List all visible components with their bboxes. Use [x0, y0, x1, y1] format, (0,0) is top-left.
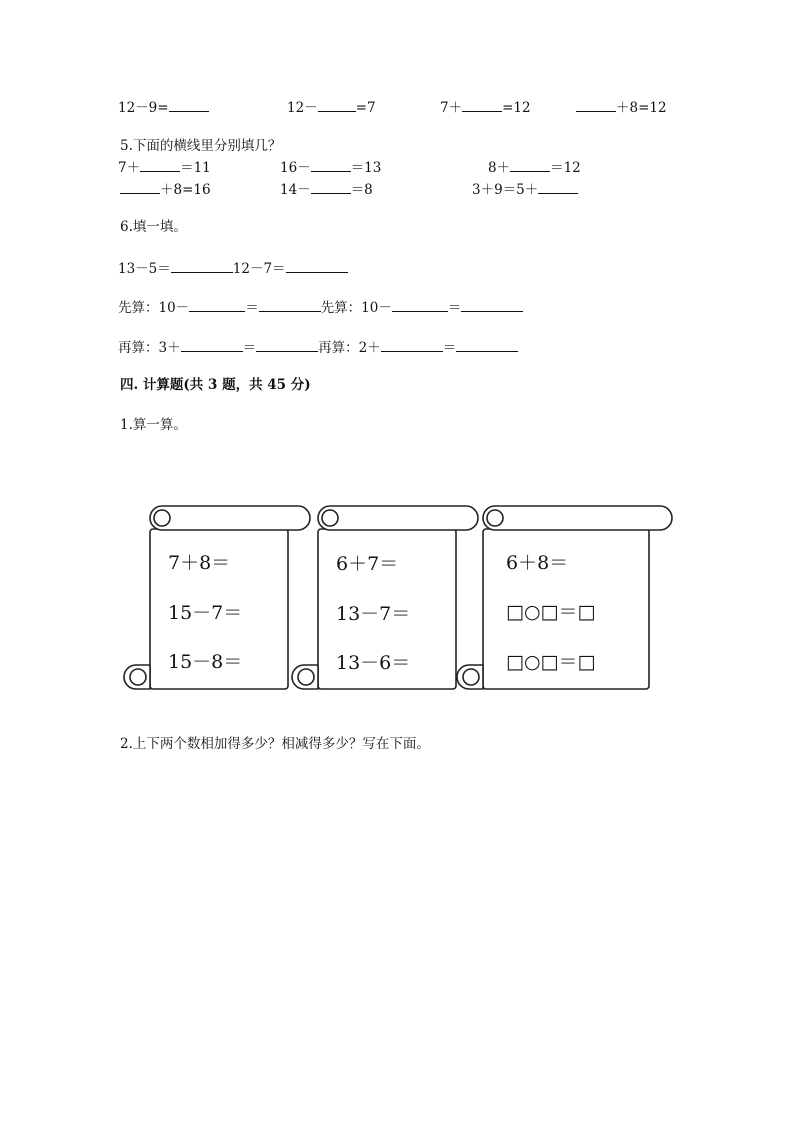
- equation-text: ＝11: [180, 160, 211, 176]
- step-label: 再算：3＋: [118, 340, 181, 356]
- equation-text: 7＋: [118, 160, 141, 176]
- equation-text: =12: [502, 100, 531, 116]
- scroll-1-line-3: 15－8＝: [168, 651, 243, 673]
- step-label: 先算：10－: [118, 300, 190, 316]
- equation-text: 7＋: [440, 100, 463, 116]
- step-label: 先算：10－: [320, 300, 392, 316]
- equation-text: 12－: [287, 100, 318, 116]
- scroll-3-line-2: □○□＝□: [506, 601, 596, 623]
- equation-text: 8＋: [488, 160, 511, 176]
- equation-text: 16－: [280, 160, 311, 176]
- question-6-title: 6.填一填。: [120, 219, 187, 235]
- question-5-title: 5.下面的横线里分别填几？: [120, 138, 282, 154]
- equals-sign: ＝: [447, 300, 462, 316]
- equals-sign: ＝: [245, 300, 259, 316]
- equation-text: 13－5＝: [118, 261, 171, 277]
- scroll-1-line-2: 15－7＝: [168, 602, 243, 624]
- scroll-2-line-3: 13－6＝: [336, 652, 411, 674]
- section-4-heading: 四. 计算题(共 3 题，共 45 分): [120, 377, 311, 393]
- equation-text: =7: [355, 100, 376, 116]
- equation-text: 14－: [280, 182, 311, 198]
- equation-text: ＝8: [350, 182, 373, 198]
- equation-text: ＝12: [550, 160, 581, 176]
- equals-sign: ＝: [242, 340, 257, 356]
- step-label: 再算：2＋: [318, 340, 381, 356]
- equation-text: ＝13: [350, 160, 382, 176]
- question-2-title: 2.上下两个数相加得多少？相减得多少？写在下面。: [120, 736, 430, 752]
- scroll-2-line-2: 13－7＝: [336, 603, 411, 625]
- question-1-title: 1.算一算。: [120, 417, 187, 433]
- equation-text: ＋8=12: [616, 100, 667, 116]
- equation-text: 3＋9＝5＋: [472, 182, 539, 198]
- equation-text: ＋8=16: [160, 182, 211, 198]
- equals-sign: ＝: [442, 340, 457, 356]
- scroll-3-line-1: 6＋8＝: [506, 552, 569, 574]
- scroll-1-line-1: 7＋8＝: [168, 552, 231, 574]
- scroll-2-line-1: 6＋7＝: [336, 553, 399, 575]
- scroll-3-line-3: □○□＝□: [506, 651, 596, 673]
- equation-text: 12－7＝: [232, 261, 286, 277]
- equation-text: 12－9=: [118, 100, 169, 116]
